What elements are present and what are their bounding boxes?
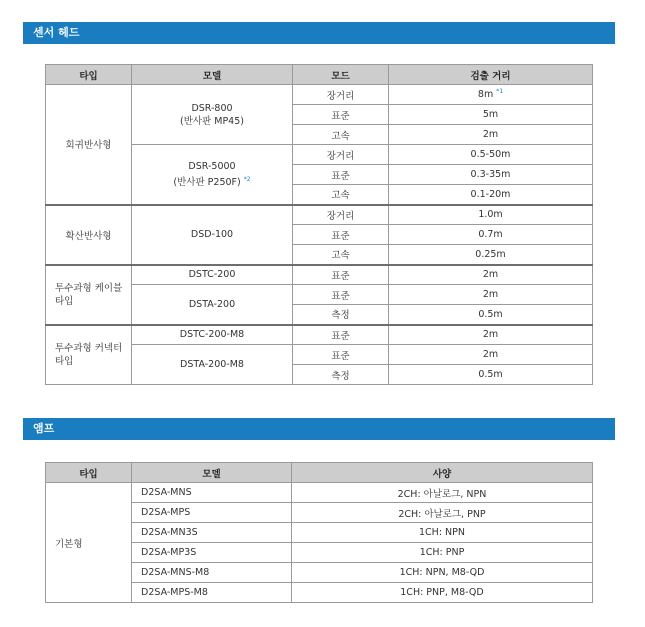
model-cell: D2SA-MN3S bbox=[132, 523, 292, 543]
distance-cell: 2m bbox=[389, 325, 593, 345]
mode-cell: 표준 bbox=[293, 165, 389, 185]
distance-cell: 2m bbox=[389, 285, 593, 305]
mode-cell: 표준 bbox=[293, 285, 389, 305]
distance-cell: 2m bbox=[389, 345, 593, 365]
distance-cell: 2m bbox=[389, 125, 593, 145]
header-type: 타입 bbox=[46, 65, 132, 85]
header-mode: 모드 bbox=[293, 65, 389, 85]
model-cell-dsr5000 bbox=[132, 145, 293, 205]
amp-table bbox=[45, 462, 593, 603]
model-cell: D2SA-MNS-M8 bbox=[132, 563, 292, 583]
sensor-head-table bbox=[45, 64, 593, 385]
type-cell-retro: 회귀반사형 bbox=[46, 85, 132, 205]
mode-cell: 고속 bbox=[293, 185, 389, 205]
model-sub: (반사판 P250F) bbox=[173, 176, 241, 188]
type-cell-thru-cable: 투수과형 케이블 타입 bbox=[46, 265, 132, 325]
header-spec: 사양 bbox=[292, 463, 593, 483]
distance-cell: 0.25m bbox=[389, 245, 593, 265]
model-cell-dstc200: DSTC-200 bbox=[132, 265, 293, 285]
spec-cell: 1CH: PNP bbox=[292, 543, 593, 563]
model-name: DSR-800 bbox=[191, 102, 233, 114]
mode-cell: 장거리 bbox=[293, 205, 389, 225]
model-sub: (반사판 MP45) bbox=[180, 115, 244, 127]
distance-cell: 0.5m bbox=[389, 365, 593, 385]
spec-cell: 1CH: PNP, M8-QD bbox=[292, 583, 593, 603]
spec-cell: 1CH: NPN bbox=[292, 523, 593, 543]
mode-cell: 표준 bbox=[293, 225, 389, 245]
model-cell-dsta200: DSTA-200 bbox=[132, 285, 293, 325]
mode-cell: 고속 bbox=[293, 245, 389, 265]
model-cell-dsd100: DSD-100 bbox=[132, 205, 293, 265]
mode-cell: 장거리 bbox=[293, 145, 389, 165]
type-cell-basic: 기본형 bbox=[46, 483, 132, 603]
mode-cell: 표준 bbox=[293, 105, 389, 125]
header-model: 모델 bbox=[132, 463, 292, 483]
mode-cell: 장거리 bbox=[293, 85, 389, 105]
distance-cell: 0.5m bbox=[389, 305, 593, 325]
header-type: 타입 bbox=[46, 463, 132, 483]
header-distance: 검출 거리 bbox=[389, 65, 593, 85]
footnote-mark: *1 bbox=[496, 88, 504, 96]
distance-cell: 0.7m bbox=[389, 225, 593, 245]
model-cell: D2SA-MPS-M8 bbox=[132, 583, 292, 603]
spec-cell: 2CH: 아날로그, PNP bbox=[292, 503, 593, 523]
spec-cell: 1CH: NPN, M8-QD bbox=[292, 563, 593, 583]
distance-value: 8m bbox=[477, 89, 494, 101]
distance-cell bbox=[389, 85, 593, 105]
footnote-mark: *2 bbox=[243, 175, 251, 183]
type-cell-thru-connector: 투수과형 커넥터 타입 bbox=[46, 325, 132, 385]
model-cell: D2SA-MNS bbox=[132, 483, 292, 503]
distance-cell: 0.5-50m bbox=[389, 145, 593, 165]
type-cell-diffuse: 확산반사형 bbox=[46, 205, 132, 265]
model-cell-dstc200m8: DSTC-200-M8 bbox=[132, 325, 293, 345]
header-model: 모델 bbox=[132, 65, 293, 85]
mode-cell: 측정 bbox=[293, 305, 389, 325]
model-cell-dsr800 bbox=[132, 85, 293, 145]
model-cell: D2SA-MP3S bbox=[132, 543, 292, 563]
model-name: DSR-5000 bbox=[188, 160, 236, 172]
mode-cell: 표준 bbox=[293, 345, 389, 365]
distance-cell: 2m bbox=[389, 265, 593, 285]
distance-cell: 5m bbox=[389, 105, 593, 125]
distance-cell: 0.3-35m bbox=[389, 165, 593, 185]
spec-cell: 2CH: 아날로그, NPN bbox=[292, 483, 593, 503]
mode-cell: 측정 bbox=[293, 365, 389, 385]
amp-section-title: 앰프 bbox=[23, 418, 615, 440]
distance-cell: 1.0m bbox=[389, 205, 593, 225]
sensor-head-section-title: 센서 헤드 bbox=[23, 22, 615, 44]
model-cell-dsta200m8: DSTA-200-M8 bbox=[132, 345, 293, 385]
model-cell: D2SA-MPS bbox=[132, 503, 292, 523]
mode-cell: 표준 bbox=[293, 325, 389, 345]
mode-cell: 표준 bbox=[293, 265, 389, 285]
distance-cell: 0.1-20m bbox=[389, 185, 593, 205]
mode-cell: 고속 bbox=[293, 125, 389, 145]
